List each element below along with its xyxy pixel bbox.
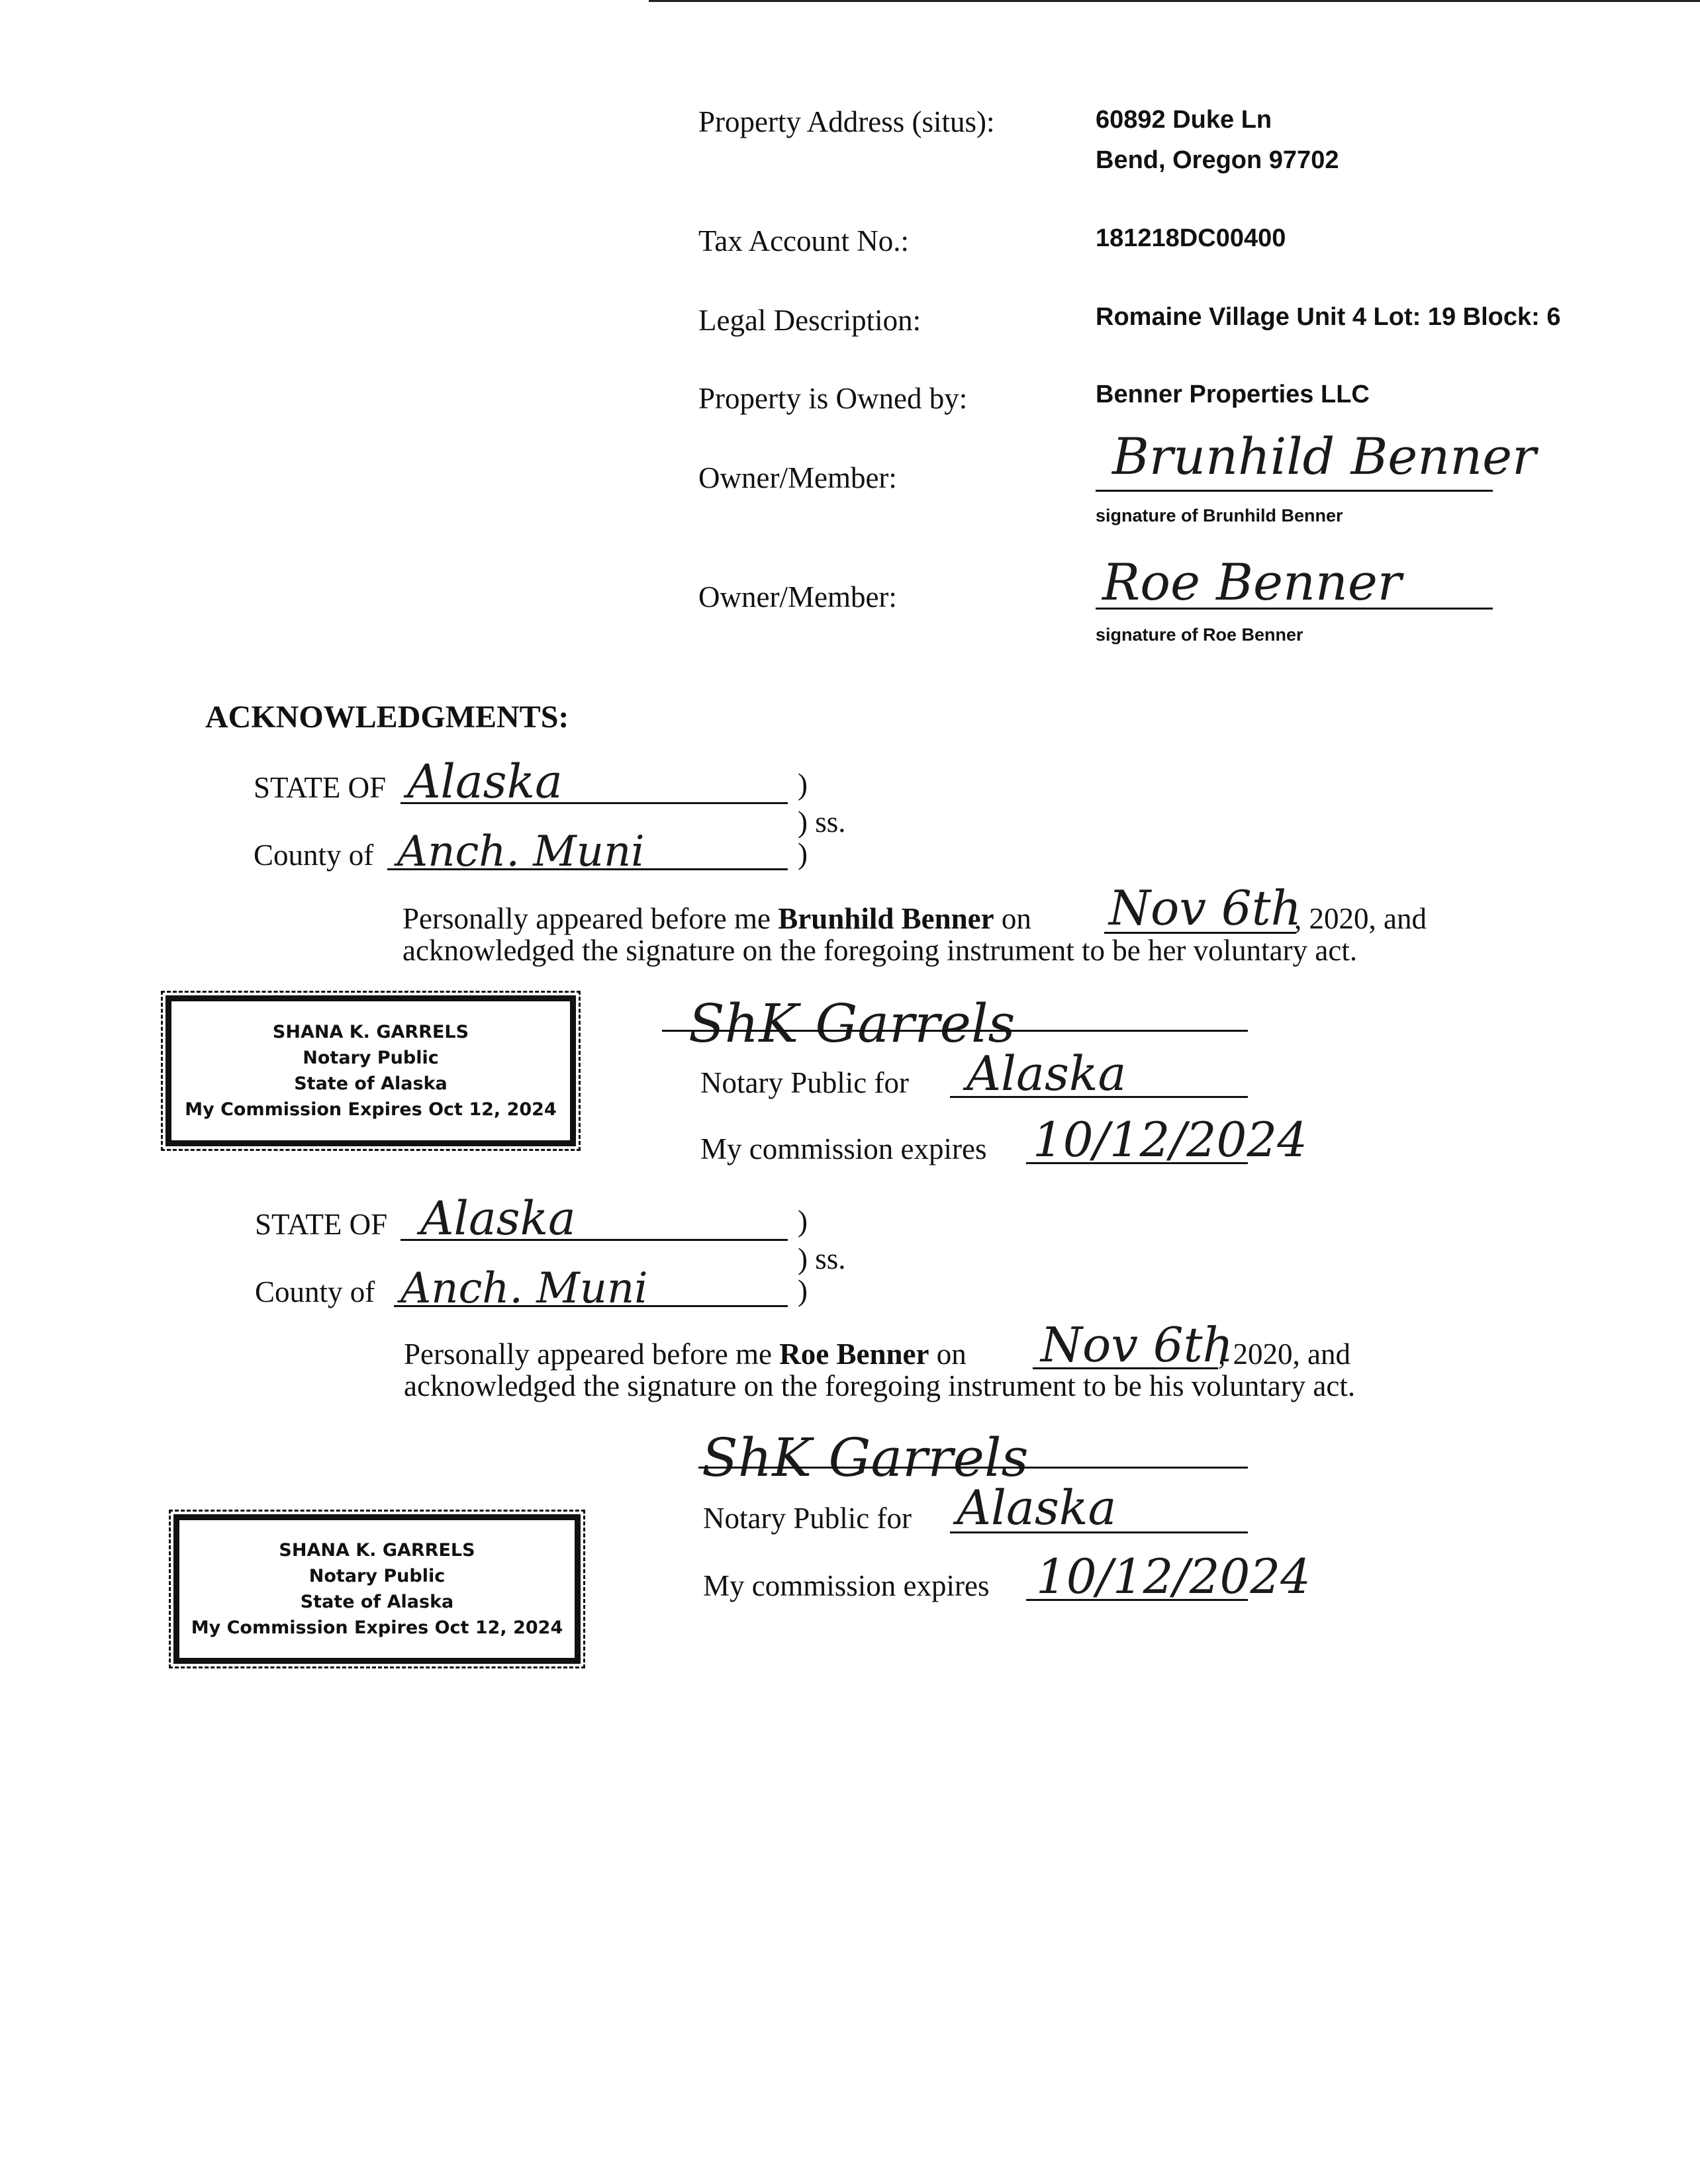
state-line-1 [401, 802, 788, 804]
owner-member-label-2: Owner/Member: [698, 580, 897, 614]
ack-line-2: acknowledged the signature on the foregoing instrument to be his voluntary act. [404, 1369, 1356, 1402]
address-line2: Bend, Oregon 97702 [1096, 146, 1339, 174]
appeared-on-1: on [1001, 902, 1031, 935]
appeared-prefix-2: Personally appeared before me [404, 1338, 772, 1371]
appeared-line-2 [404, 1340, 967, 1369]
owner-signature-brunhild: Brunhild Benner [1112, 427, 1536, 486]
state-of-value-2: Alaska [420, 1191, 576, 1246]
signature-caption-1: signature of Brunhild Benner [1096, 506, 1343, 525]
expires-value-2: 10/12/2024 [1036, 1549, 1311, 1604]
owned-by-value: Benner Properties LLC [1096, 381, 1370, 408]
state-of-label-2: STATE OF [255, 1208, 388, 1241]
county-of-value-2: Anch. Muni [401, 1264, 648, 1313]
legal-description-label: Legal Description: [698, 304, 921, 337]
county-of-value-1: Anch. Muni [397, 827, 645, 876]
stamp-name-2: SHANA K. GARRELS [279, 1539, 475, 1561]
stamp-title-1: Notary Public [303, 1047, 439, 1068]
expires-line-2 [1026, 1599, 1248, 1601]
county-line-2 [394, 1305, 788, 1307]
top-border-line [649, 0, 1700, 2]
paren-2b: ) [798, 1274, 808, 1307]
owner-member-label-1: Owner/Member: [698, 461, 897, 494]
expires-value-1: 10/12/2024 [1033, 1112, 1307, 1167]
signature-caption-2: signature of Roe Benner [1096, 625, 1303, 645]
ss-2: ) ss. [798, 1242, 846, 1275]
notary-stamp-1 [165, 995, 576, 1146]
stamp-title-2: Notary Public [308, 1565, 446, 1586]
notary-for-line-2 [950, 1531, 1248, 1533]
notary-for-label-2: Notary Public for [703, 1502, 912, 1535]
appeared-prefix-1: Personally appeared before me [402, 902, 771, 935]
legal-description-value: Romaine Village Unit 4 Lot: 19 Block: 6 [1096, 303, 1561, 331]
notary-signature-2: ShK Garrels [702, 1427, 1029, 1488]
notary-signature-line-1 [662, 1030, 1248, 1032]
address-line1: 60892 Duke Ln [1096, 106, 1272, 134]
signature-line-2 [1096, 608, 1493, 610]
county-line-1 [387, 868, 788, 870]
stamp-expiry-1: My Commission Expires Oct 12, 2024 [185, 1099, 557, 1120]
appeared-line-1 [402, 904, 1031, 934]
notary-signature-1: ShK Garrels [688, 993, 1015, 1054]
expires-label-1: My commission expires [700, 1132, 987, 1165]
stamp-state-2: State of Alaska [300, 1592, 454, 1612]
appeared-year-1: , 2020, and [1294, 902, 1427, 935]
notary-for-value-1: Alaska [967, 1046, 1127, 1101]
signature-line-1 [1096, 490, 1493, 492]
tax-account-label: Tax Account No.: [698, 224, 910, 257]
appeared-person-2: Roe Benner [779, 1338, 929, 1371]
notary-for-line-1 [950, 1096, 1248, 1098]
notary-for-label-1: Notary Public for [700, 1066, 909, 1099]
notary-signature-line-2 [698, 1467, 1248, 1469]
county-of-label-2: County of [255, 1275, 375, 1308]
owner-signature-roe: Roe Benner [1102, 553, 1402, 612]
notary-for-value-2: Alaska [957, 1480, 1117, 1535]
state-of-label-1: STATE OF [254, 771, 387, 804]
stamp-expiry-2: My Commission Expires Oct 12, 2024 [191, 1617, 563, 1639]
appeared-date-1: Nov 6th [1109, 880, 1302, 936]
address-label: Property Address (situs): [698, 105, 995, 138]
ack-line-1: acknowledged the signature on the foregoing instrument to be her voluntary act. [402, 934, 1358, 967]
paren-1b: ) [798, 837, 808, 870]
notary-stamp-2 [173, 1514, 581, 1664]
expires-label-2: My commission expires [703, 1569, 990, 1602]
appeared-person-1: Brunhild Benner [778, 902, 994, 935]
appeared-date-2: Nov 6th [1041, 1317, 1234, 1373]
state-of-value-1: Alaska [407, 754, 563, 809]
ss-1: ) ss. [798, 805, 846, 839]
appeared-year-2: , 2020, and [1218, 1338, 1350, 1371]
paren-1a: ) [798, 768, 808, 801]
stamp-name-1: SHANA K. GARRELS [272, 1021, 469, 1042]
county-of-label-1: County of [254, 839, 374, 872]
owned-by-label: Property is Owned by: [698, 382, 968, 415]
acknowledgments-heading: ACKNOWLEDGMENTS: [205, 700, 569, 735]
state-line-2 [401, 1239, 788, 1241]
paren-2a: ) [798, 1205, 808, 1238]
appeared-on-2: on [936, 1338, 967, 1371]
tax-account-value: 181218DC00400 [1096, 224, 1286, 252]
expires-line-1 [1026, 1162, 1248, 1164]
stamp-state-1: State of Alaska [294, 1073, 448, 1094]
